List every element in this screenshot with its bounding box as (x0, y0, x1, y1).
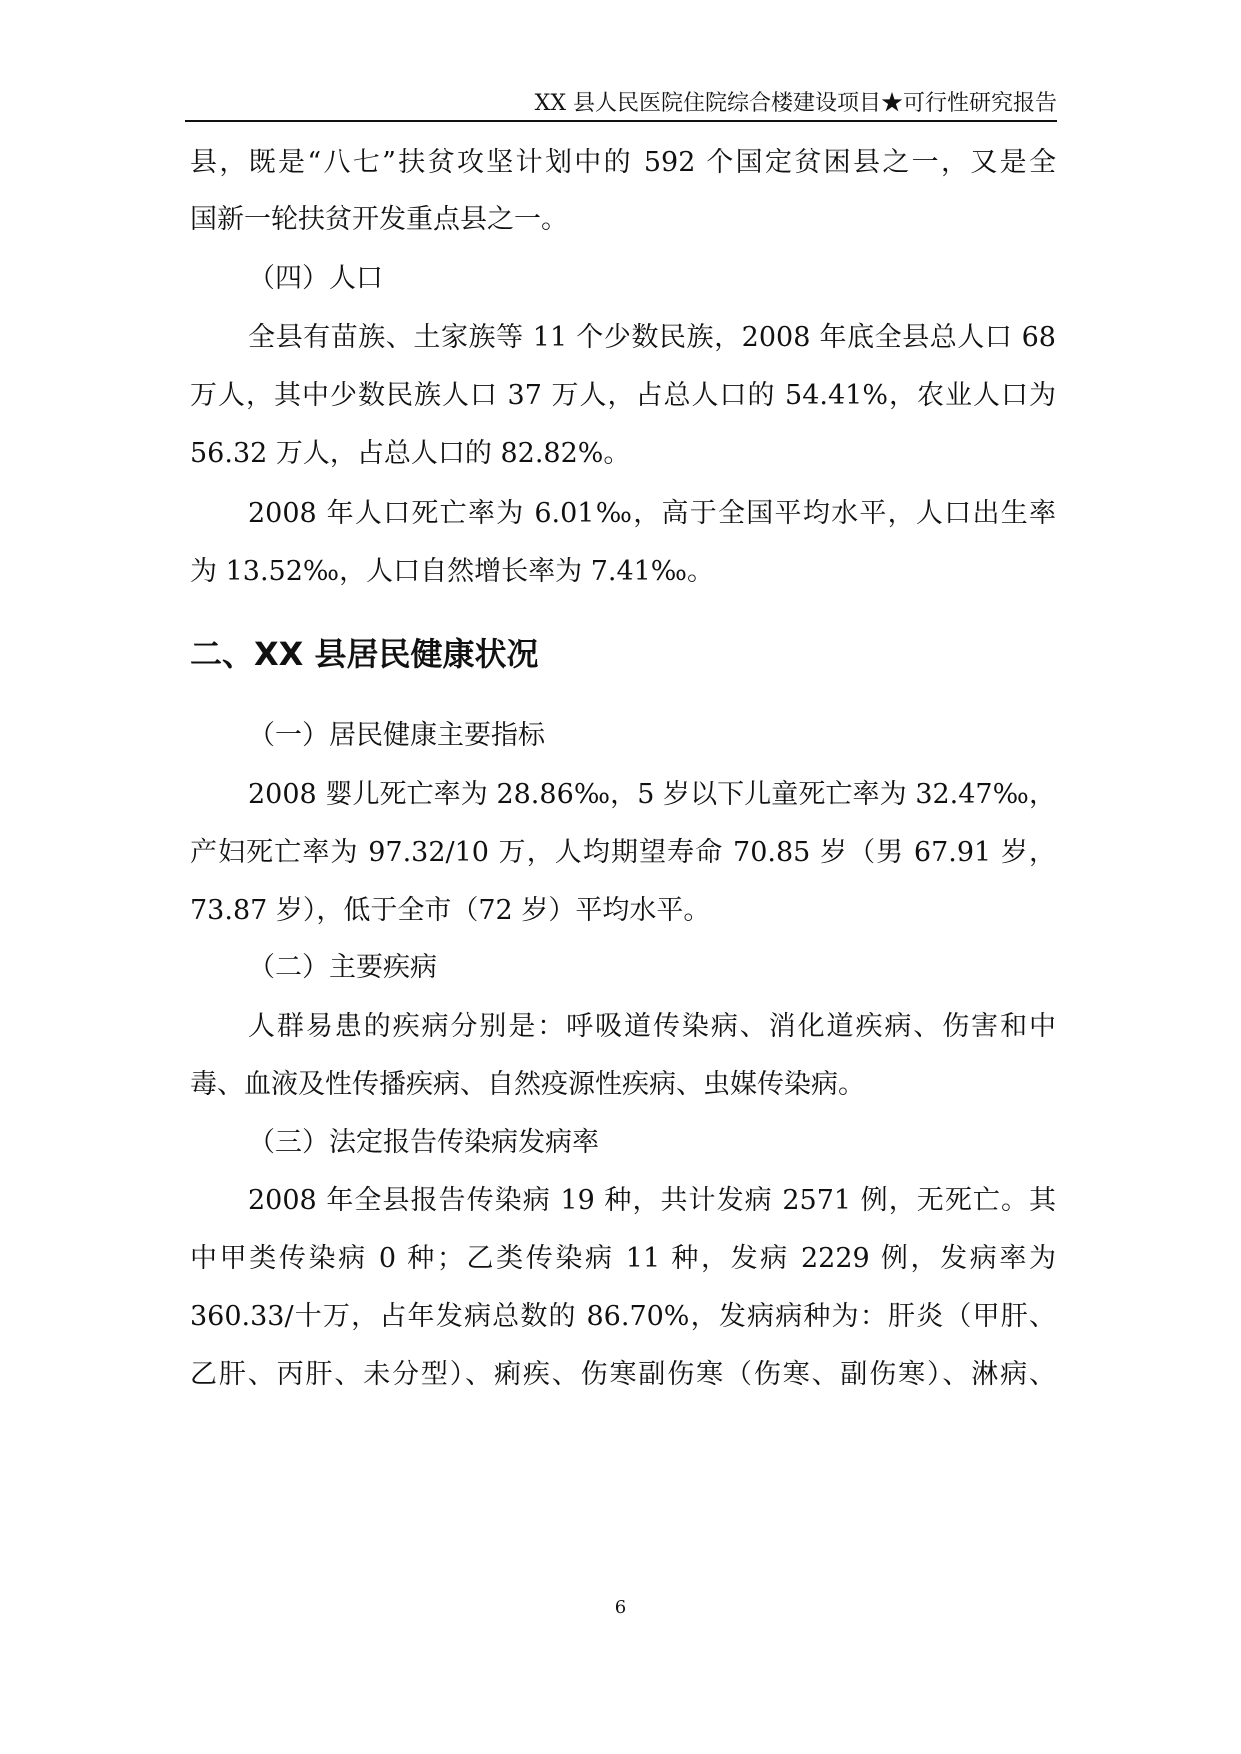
paragraph-line: 乙肝、丙肝、未分型）、痢疾、伤寒副伤寒（伤寒、副伤寒）、淋病、 (190, 1359, 1056, 1390)
section-heading: 二、XX 县居民健康状况 (190, 635, 539, 673)
paragraph-line: 2008 年人口死亡率为 6.01‰，高于全国平均水平，人口出生率 (248, 498, 1056, 529)
paragraph-line: 人群易患的疾病分别是：呼吸道传染病、消化道疾病、伤害和中 (248, 1011, 1056, 1042)
paragraph-line: 为 13.52‰，人口自然增长率为 7.41‰。 (190, 556, 715, 587)
subsection-heading-indicators: （一）居民健康主要指标 (248, 720, 545, 751)
paragraph-line: 2008 婴儿死亡率为 28.86‰，5 岁以下儿童死亡率为 32.47‰， (248, 779, 1056, 810)
paragraph-line: 全县有苗族、土家族等 11 个少数民族，2008 年底全县总人口 68 (248, 322, 1056, 353)
subsection-heading-population: （四）人口 (248, 263, 383, 294)
subsection-heading-infectious: （三）法定报告传染病发病率 (248, 1127, 599, 1158)
paragraph-line: 56.32 万人，占总人口的 82.82%。 (190, 438, 631, 469)
paragraph-line: 毒、血液及性传播疾病、自然疫源性疾病、虫媒传染病。 (190, 1069, 865, 1100)
paragraph-line: 万人，其中少数民族人口 37 万人，占总人口的 54.41%，农业人口为 (190, 380, 1056, 411)
header-title: XX 县人民医院住院综合楼建设项目★可行性研究报告 (534, 91, 1057, 116)
paragraph-line: 73.87 岁），低于全市（72 岁）平均水平。 (190, 895, 711, 926)
paragraph-line: 县，既是“八七”扶贫攻坚计划中的 592 个国定贫困县之一，又是全 (190, 147, 1056, 178)
paragraph-line: 2008 年全县报告传染病 19 种，共计发病 2571 例，无死亡。其 (248, 1185, 1056, 1216)
paragraph-line: 国新一轮扶贫开发重点县之一。 (190, 204, 568, 235)
page-number: 6 (614, 1597, 627, 1618)
paragraph-line: 360.33/十万，占年发病总数的 86.70%，发病病种为：肝炎（甲肝、 (190, 1301, 1056, 1332)
paragraph-line: 产妇死亡率为 97.32/10 万，人均期望寿命 70.85 岁（男 67.91 岁， (190, 837, 1056, 868)
paragraph-line: 中甲类传染病 0 种；乙类传染病 11 种，发病 2229 例，发病率为 (190, 1243, 1056, 1274)
subsection-heading-diseases: （二）主要疾病 (248, 952, 437, 983)
running-header (185, 82, 1057, 122)
